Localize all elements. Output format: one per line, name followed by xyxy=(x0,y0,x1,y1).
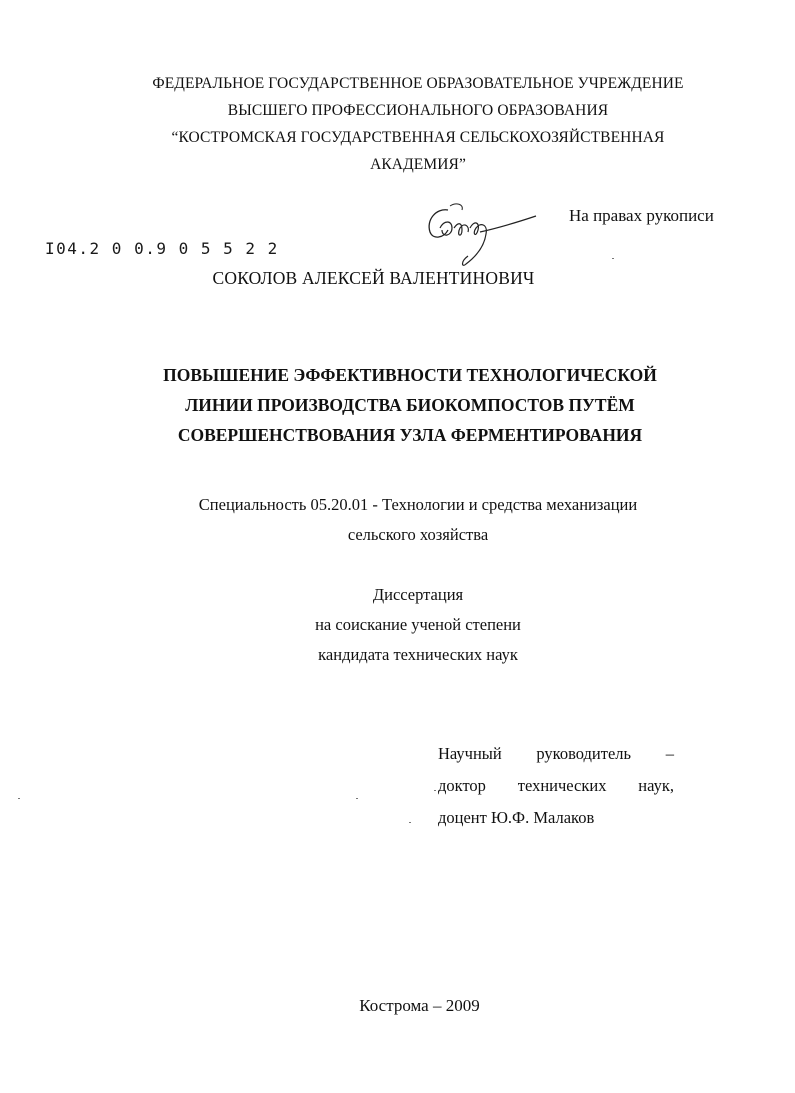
catalog-number: I04.2 0 0.9 0 5 5 2 2 xyxy=(45,239,279,258)
scan-speck xyxy=(612,258,614,259)
scan-speck xyxy=(434,790,436,791)
advisor-row-2 xyxy=(438,770,674,802)
author-name-text: СОКОЛОВ АЛЕКСЕЙ ВАЛЕНТИНОВИЧ xyxy=(212,268,535,288)
advisor-row-1-word-3: – xyxy=(665,744,674,763)
dissertation-degree xyxy=(60,580,776,670)
advisor-row-1-word-2: руководитель xyxy=(536,744,632,763)
advisor-row-2-word-1: доктор xyxy=(438,776,486,795)
specialty-line-2: сельского хозяйства xyxy=(347,525,489,544)
specialty-line-1: Специальность 05.20.01 - Технологии и средства механизации xyxy=(198,495,638,514)
institution-line-3: “КОСТРОМСКАЯ ГОСУДАРСТВЕННАЯ СЕЛЬСКОХОЗЯЙСТВЕННАЯ xyxy=(171,129,665,146)
degree-line-3: кандидата технических наук xyxy=(318,645,518,664)
rights-note: На правах рукописи xyxy=(569,206,714,225)
author-name xyxy=(0,268,795,289)
advisor-row-2-word-2: технических xyxy=(517,776,607,795)
institution-line-1: ФЕДЕРАЛЬНОЕ ГОСУДАРСТВЕННОЕ ОБРАЗОВАТЕЛЬНОЕ УЧРЕЖДЕНИЕ xyxy=(152,75,684,92)
title-line-1: ПОВЫШЕНИЕ ЭФФЕКТИВНОСТИ ТЕХНОЛОГИЧЕСКОЙ xyxy=(163,365,657,385)
scientific-advisor xyxy=(438,738,674,834)
degree-line-2: на соискание ученой степени xyxy=(315,615,521,634)
specialty xyxy=(60,490,776,550)
scan-speck xyxy=(409,822,411,823)
scan-speck xyxy=(18,798,20,799)
advisor-row-1-word-1: Научный xyxy=(438,744,502,763)
advisor-row-2-word-3: наук, xyxy=(638,776,674,795)
city-year xyxy=(0,996,795,1016)
institution-line-4: АКАДЕМИЯ” xyxy=(370,156,466,173)
degree-line-1: Диссертация xyxy=(372,585,464,604)
dissertation-title xyxy=(60,360,760,450)
title-line-2: ЛИНИИ ПРОИЗВОДСТВА БИОКОМПОСТОВ ПУТЁМ xyxy=(185,395,635,415)
advisor-row-1 xyxy=(438,738,674,770)
handwritten-signature-icon xyxy=(418,198,538,270)
institution-line-2: ВЫСШЕГО ПРОФЕССИОНАЛЬНОГО ОБРАЗОВАНИЯ xyxy=(227,102,609,119)
advisor-row-3: доцент Ю.Ф. Малаков xyxy=(438,808,595,827)
institution-header xyxy=(60,70,776,178)
city-year-text: Кострома – 2009 xyxy=(359,996,480,1015)
title-line-3: СОВЕРШЕНСТВОВАНИЯ УЗЛА ФЕРМЕНТИРОВАНИЯ xyxy=(177,425,643,445)
scan-speck xyxy=(356,798,358,799)
